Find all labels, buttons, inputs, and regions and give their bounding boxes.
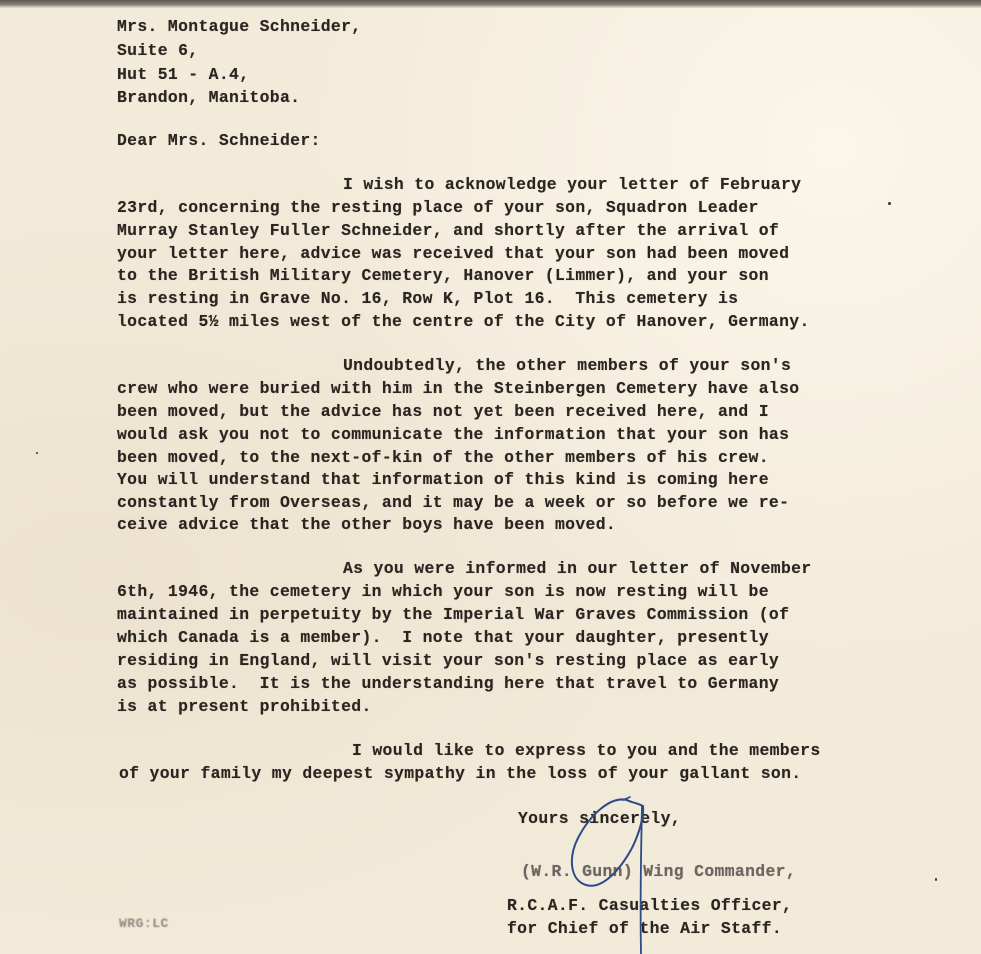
body-line: residing in England, will visit your son's resting place as early (117, 651, 780, 670)
scan-top-edge (0, 0, 981, 8)
body-line: I would like to express to you and the members (352, 741, 821, 760)
body-line: crew who were buried with him in the Steinbergen Cemetery have also (117, 379, 800, 398)
paper-speck (888, 202, 891, 205)
body-line: You will understand that information of this kind is coming here (117, 470, 769, 489)
body-line: is resting in Grave No. 16, Row K, Plot 16. This cemetery is (117, 289, 739, 308)
body-line: As you were informed in our letter of November (343, 559, 812, 578)
body-line: Murray Stanley Fuller Schneider, and shortly after the arrival of (117, 221, 780, 240)
body-line: your letter here, advice was received that your son had been moved (117, 244, 790, 263)
salutation: Dear Mrs. Schneider: (117, 131, 321, 150)
closing: Yours sincerely, (518, 809, 681, 828)
body-line: been moved, but the advice has not yet been received here, and I (117, 402, 769, 421)
reference-initials: WRG:LC (119, 916, 169, 931)
body-line: 6th, 1946, the cemetery in which your son is now resting will be (117, 582, 769, 601)
body-line: constantly from Overseas, and it may be a week or so before we re- (117, 493, 790, 512)
body-line: been moved, to the next-of-kin of the other members of his crew. (117, 448, 769, 467)
signer-line: R.C.A.F. Casualties Officer, (507, 896, 793, 915)
signer-line: (W.R. Gunn) Wing Commander, (521, 862, 797, 881)
address-line: Brandon, Manitoba. (117, 88, 301, 107)
paper-speck (935, 878, 937, 881)
address-line: Hut 51 - A.4, (117, 65, 250, 84)
body-line: of your family my deepest sympathy in the loss of your gallant son. (119, 764, 802, 783)
signer-line: for Chief of the Air Staff. (507, 919, 783, 938)
address-line: Mrs. Montague Schneider, (117, 17, 362, 36)
body-line: I wish to acknowledge your letter of February (343, 175, 802, 194)
body-line: maintained in perpetuity by the Imperial War Graves Commission (of (117, 605, 790, 624)
body-line: 23rd, concerning the resting place of your son, Squadron Leader (117, 198, 759, 217)
body-line: to the British Military Cemetery, Hanover (Limmer), and your son (117, 266, 769, 285)
body-line: which Canada is a member). I note that your daughter, presently (117, 628, 769, 647)
body-line: ceive advice that the other boys have been moved. (117, 515, 617, 534)
paper-speck (36, 452, 38, 454)
body-line: is at present prohibited. (117, 697, 372, 716)
body-line: as possible. It is the understanding here that travel to Germany (117, 674, 780, 693)
body-line: located 5½ miles west of the centre of the City of Hanover, Germany. (117, 312, 810, 331)
address-line: Suite 6, (117, 41, 199, 60)
body-line: would ask you not to communicate the information that your son has (117, 425, 790, 444)
body-line: Undoubtedly, the other members of your son's (343, 356, 792, 375)
